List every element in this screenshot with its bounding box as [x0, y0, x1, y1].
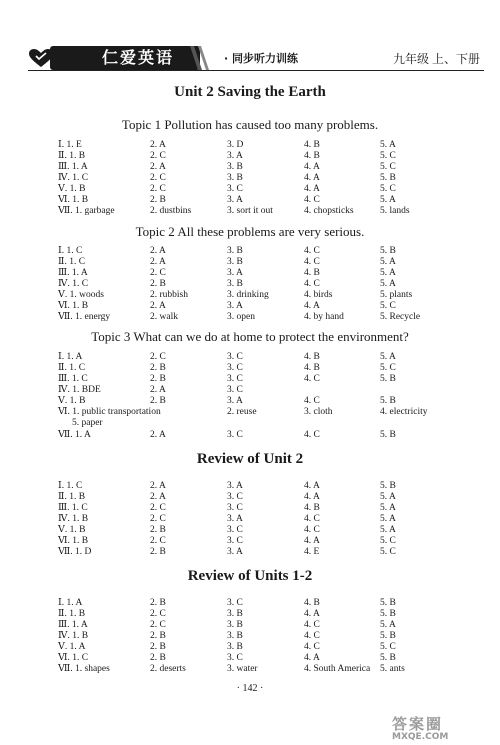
answer: 3. C — [227, 184, 243, 194]
answer: 3. A — [227, 514, 243, 524]
answer: 2. B — [150, 363, 166, 373]
answer: Ⅴ. 1. woods — [58, 290, 104, 300]
answer: 2. C — [150, 268, 166, 278]
answer-row — [0, 363, 500, 374]
answer: Ⅴ. 1. A — [58, 642, 86, 652]
answer-row — [0, 162, 500, 173]
answer: 4. A — [304, 481, 320, 491]
answer: 4. C — [304, 246, 320, 256]
answer: 4. C — [304, 257, 320, 267]
answer: 2. rubbish — [150, 290, 188, 300]
answer: 4. electricity — [380, 407, 428, 417]
answer: 4. chopsticks — [304, 206, 354, 216]
answer: 3. B — [227, 279, 243, 289]
answer: 3. C — [227, 536, 243, 546]
answer: Ⅵ. 1. public transportation — [58, 407, 161, 417]
answer: 4. C — [304, 525, 320, 535]
answer-row — [0, 407, 500, 418]
answer: Ⅰ. 1. A — [58, 598, 83, 608]
answer: 2. dustbins — [150, 206, 192, 216]
answer: 3. A — [227, 547, 243, 557]
answer: 2. B — [150, 396, 166, 406]
answer: 4. A — [304, 173, 320, 183]
answer: Ⅱ. 1. B — [58, 609, 86, 619]
answer: 2. B — [150, 598, 166, 608]
answer-row — [0, 664, 500, 675]
answer: 5. B — [380, 598, 396, 608]
answer: Ⅲ. 1. C — [58, 503, 88, 513]
answer: 2. B — [150, 653, 166, 663]
answer: 5. A — [380, 514, 396, 524]
answer: 5. C — [380, 162, 396, 172]
answer-row — [0, 653, 500, 664]
answer-row — [0, 525, 500, 536]
answer: 4. C — [304, 374, 320, 384]
answer: 5. A — [380, 525, 396, 535]
answer: 5. C — [380, 301, 396, 311]
watermark — [392, 713, 492, 742]
review-unit-2-title: Review of Unit 2 — [196, 451, 304, 467]
answer: 3. C — [227, 503, 243, 513]
answer: 2. A — [150, 162, 166, 172]
answer: Ⅰ. 1. C — [58, 481, 83, 491]
answer: 3. B — [227, 631, 243, 641]
answer: 2. B — [150, 642, 166, 652]
answer: Ⅶ. 1. garbage — [58, 206, 115, 216]
answer: 3. C — [227, 385, 243, 395]
answer-row — [0, 642, 500, 653]
answer: Ⅳ. 1. C — [58, 173, 89, 183]
answer: Ⅲ. 1. C — [58, 374, 88, 384]
answer: Ⅴ. 1. B — [58, 184, 86, 194]
answer: 3. A — [227, 396, 243, 406]
answer-row — [0, 547, 500, 558]
answer: Ⅲ. 1. A — [58, 268, 88, 278]
answer: Ⅶ. 1. D — [58, 547, 92, 557]
series-name: · 同步听力训练 — [224, 52, 299, 65]
answer: Ⅲ. 1. A — [58, 162, 88, 172]
answer: 4. A — [304, 162, 320, 172]
answer: 5. paper — [72, 418, 103, 428]
answer: Ⅳ. 1. B — [58, 631, 89, 641]
answer: 4. A — [304, 653, 320, 663]
answer-row — [0, 598, 500, 609]
answer: Ⅲ. 1. A — [58, 620, 88, 630]
unit-title: Unit 2 Saving the Earth — [174, 84, 326, 100]
answer: 5. A — [380, 352, 396, 362]
answer-row — [0, 173, 500, 184]
answer-row — [0, 257, 500, 268]
answer: 3. A — [227, 481, 243, 491]
answer: Ⅰ. 1. E — [58, 140, 82, 150]
answer: 3. cloth — [304, 407, 333, 417]
answer: 3. C — [227, 598, 243, 608]
answer: 3. B — [227, 162, 243, 172]
answer: 5. A — [380, 140, 396, 150]
answer: 3. A — [227, 301, 243, 311]
answer: Ⅳ. 1. B — [58, 514, 89, 524]
answer: 2. deserts — [150, 664, 186, 674]
answer: 5. C — [380, 547, 396, 557]
answer: 3. B — [227, 246, 243, 256]
answer: 2. B — [150, 525, 166, 535]
answer: 4. E — [304, 547, 320, 557]
answer: 3. C — [227, 352, 243, 362]
answer: 2. C — [150, 184, 166, 194]
answer: 3. C — [227, 363, 243, 373]
answer: 5. A — [380, 492, 396, 502]
answer: 4. A — [304, 184, 320, 194]
answer: 3. B — [227, 173, 243, 183]
answer-row — [0, 290, 500, 301]
answer: 5. plants — [380, 290, 413, 300]
answer: 5. C — [380, 536, 396, 546]
answer: 5. C — [380, 363, 396, 373]
answer: 4. B — [304, 151, 320, 161]
answer: 2. C — [150, 514, 166, 524]
answer: Ⅴ. 1. B — [58, 396, 86, 406]
answer: 4. by hand — [304, 312, 344, 322]
answer: 3. C — [227, 374, 243, 384]
answer: 5. B — [380, 396, 396, 406]
answer: 4. C — [304, 514, 320, 524]
answer: 5. C — [380, 184, 396, 194]
answer: 2. walk — [150, 312, 178, 322]
answer-row — [0, 374, 500, 385]
header-divider — [28, 70, 484, 71]
answer: Ⅱ. 1. B — [58, 492, 86, 502]
page-number: · 142 · — [236, 683, 264, 694]
answer: 2. A — [150, 492, 166, 502]
answer-row — [0, 151, 500, 162]
answer-row — [0, 301, 500, 312]
logo-stripes-decoration — [178, 46, 214, 70]
answer: 4. C — [304, 631, 320, 641]
answer: 2. B — [150, 631, 166, 641]
answer-row — [0, 184, 500, 195]
answer: Ⅳ. 1. C — [58, 279, 89, 289]
answer: 5. lands — [380, 206, 410, 216]
answer: Ⅴ. 1. B — [58, 525, 86, 535]
watermark-url: MXQE.COM — [392, 732, 449, 742]
answer: 3. A — [227, 268, 243, 278]
answer: 4. A — [304, 301, 320, 311]
answer-row — [0, 492, 500, 503]
answer: 5. ants — [380, 664, 405, 674]
answer: Ⅶ. 1. A — [58, 430, 91, 440]
answer: 4. C — [304, 279, 320, 289]
answer: 5. B — [380, 246, 396, 256]
answer-row — [0, 279, 500, 290]
answer: 3. open — [227, 312, 255, 322]
answer: Ⅵ. 1. C — [58, 653, 89, 663]
answer-row — [0, 620, 500, 631]
answer-row — [0, 140, 500, 151]
answer-row — [0, 385, 500, 396]
answer: 2. A — [150, 257, 166, 267]
answer-row — [0, 312, 500, 323]
answer: 2. C — [150, 609, 166, 619]
answer: 2. B — [150, 195, 166, 205]
answer: Ⅶ. 1. energy — [58, 312, 111, 322]
answer: 4. B — [304, 598, 320, 608]
answer-row — [0, 609, 500, 620]
answer: 3. A — [227, 195, 243, 205]
answer: Ⅰ. 1. A — [58, 352, 83, 362]
answer: 3. drinking — [227, 290, 269, 300]
answer: 2. A — [150, 140, 166, 150]
answer: 2. C — [150, 536, 166, 546]
answer: 4. B — [304, 140, 320, 150]
answer-row — [0, 418, 500, 429]
answer: Ⅵ. 1. B — [58, 195, 89, 205]
grade-label: 九年级 上、下册 — [392, 52, 480, 66]
answer-row — [0, 536, 500, 547]
answer: 5. B — [380, 430, 396, 440]
answer: 3. C — [227, 653, 243, 663]
answer: 3. C — [227, 492, 243, 502]
answer: 4. C — [304, 430, 320, 440]
answer: 4. C — [304, 642, 320, 652]
answer: Ⅱ. 1. B — [58, 151, 86, 161]
answer: 3. C — [227, 430, 243, 440]
answer: 4. A — [304, 492, 320, 502]
topic-1-title: Topic 1 Pollution has caused too many problems. — [121, 117, 379, 132]
topic-2-title: Topic 2 All these problems are very serious. — [135, 224, 365, 239]
answer: 4. birds — [304, 290, 333, 300]
answer: 5. C — [380, 151, 396, 161]
answer: 4. B — [304, 363, 320, 373]
answer: 4. A — [304, 609, 320, 619]
answer-row — [0, 268, 500, 279]
answer: 2. B — [150, 374, 166, 384]
answer: 5. B — [380, 481, 396, 491]
answer: 3. B — [227, 257, 243, 267]
answer: 2. B — [150, 547, 166, 557]
answer: 5. B — [380, 653, 396, 663]
watermark-title: 答案圈 — [392, 715, 444, 733]
answer: 2. C — [150, 173, 166, 183]
answer: 2. A — [150, 246, 166, 256]
answer: 3. A — [227, 151, 243, 161]
answer: 5. A — [380, 279, 396, 289]
answer-row — [0, 631, 500, 642]
answer: 2. reuse — [227, 407, 257, 417]
answer-row — [0, 195, 500, 206]
answer: Ⅵ. 1. B — [58, 536, 89, 546]
answer: 3. C — [227, 525, 243, 535]
answer: 2. A — [150, 430, 166, 440]
answer: Ⅰ. 1. C — [58, 246, 83, 256]
answer-row — [0, 430, 500, 441]
answer: 3. B — [227, 609, 243, 619]
answer: 2. C — [150, 352, 166, 362]
brand-logo: 仁爱英语 — [50, 46, 200, 70]
answer-row — [0, 396, 500, 407]
answer-row — [0, 206, 500, 217]
answer: 4. South America — [304, 664, 371, 674]
answer: 5. A — [380, 195, 396, 205]
answer: 2. B — [150, 279, 166, 289]
answer-row — [0, 503, 500, 514]
answer: 5. B — [380, 609, 396, 619]
answer: 3. sort it out — [227, 206, 273, 216]
answer: 5. A — [380, 268, 396, 278]
answer: 5. B — [380, 631, 396, 641]
answer-row — [0, 352, 500, 363]
answer: 4. A — [304, 536, 320, 546]
answer: 5. C — [380, 642, 396, 652]
answer: Ⅶ. 1. shapes — [58, 664, 110, 674]
answer: 3. water — [227, 664, 258, 674]
answer: 2. A — [150, 481, 166, 491]
answer: Ⅳ. 1. BDE — [58, 385, 101, 395]
answer: 4. B — [304, 268, 320, 278]
answer: 5. A — [380, 257, 396, 267]
answer: 4. C — [304, 195, 320, 205]
answer: 2. A — [150, 385, 166, 395]
answer: 4. C — [304, 396, 320, 406]
answer: 5. B — [380, 374, 396, 384]
answer: 5. B — [380, 173, 396, 183]
answer: 4. B — [304, 503, 320, 513]
answer: 3. B — [227, 642, 243, 652]
answer: 3. D — [227, 140, 244, 150]
answer: 2. C — [150, 503, 166, 513]
answer: Ⅵ. 1. B — [58, 301, 89, 311]
answer-row — [0, 246, 500, 257]
answer: 4. C — [304, 620, 320, 630]
answer: 2. C — [150, 151, 166, 161]
topic-3-title: Topic 3 What can we do at home to protect the environment? — [91, 329, 409, 344]
answer: 5. A — [380, 503, 396, 513]
answer-row — [0, 514, 500, 525]
answer: 5. A — [380, 620, 396, 630]
answer: Ⅱ. 1. C — [58, 257, 86, 267]
answer: 4. B — [304, 352, 320, 362]
answer: 3. B — [227, 620, 243, 630]
answer: 5. Recycle — [380, 312, 421, 322]
answer-row — [0, 481, 500, 492]
answer: 2. A — [150, 301, 166, 311]
review-units-1-2-title: Review of Units 1-2 — [187, 568, 313, 584]
answer: Ⅱ. 1. C — [58, 363, 86, 373]
answer: 2. C — [150, 620, 166, 630]
